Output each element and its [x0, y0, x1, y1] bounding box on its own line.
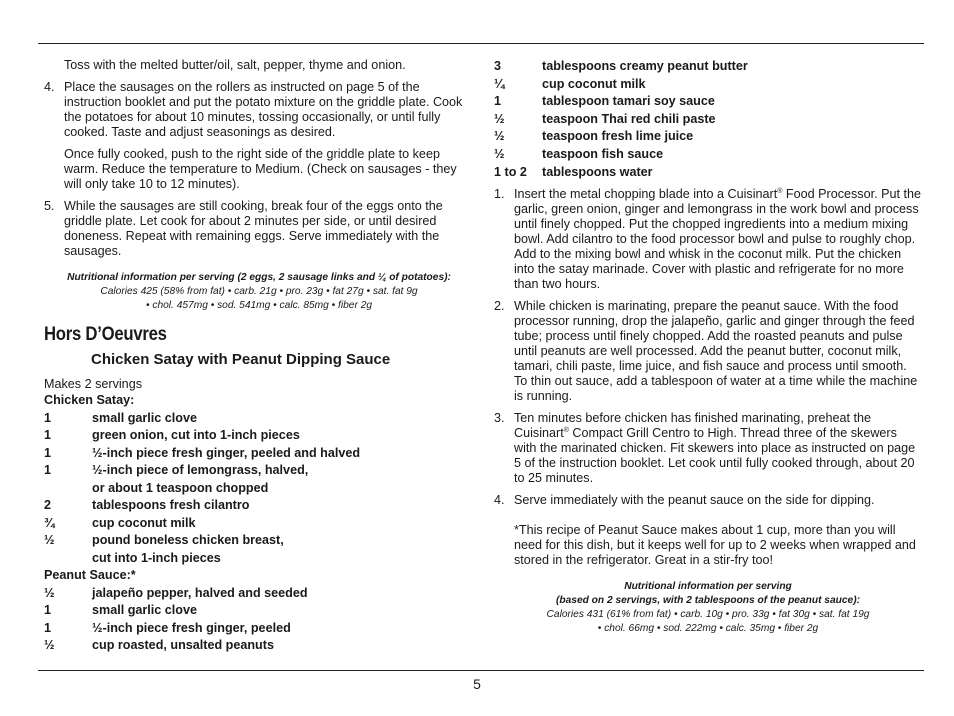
step-number: 4.	[44, 80, 55, 94]
top-rule	[38, 43, 924, 44]
step-number: 3.	[494, 411, 505, 426]
step-number: 5.	[44, 199, 55, 213]
step-number: 1.	[494, 187, 505, 202]
bottom-rule	[38, 670, 924, 671]
ingredient-description: tablespoon tamari soy sauce	[542, 94, 715, 109]
ingredient-description: small garlic clove	[92, 603, 198, 617]
ingredient-row	[494, 93, 922, 111]
registered-mark: ®	[777, 187, 783, 195]
step-text: Place the sausages on the rollers as instructed on page 5 of the instruction booklet and put the potato mixture on the griddle plate. Cook the potatoes for about 10 minutes, tossing occasionally, or until fully cooked. Taste and adjust seasonings as desired.	[64, 80, 463, 139]
ingredient-quantity: 2	[44, 498, 52, 512]
ingredient-quantity	[44, 550, 92, 568]
nutrition-line-2: • chol. 457mg • sod. 541mg • calc. 85mg • fiber 2g	[145, 300, 373, 311]
registered-mark: ®	[563, 426, 569, 434]
step-number: 4.	[494, 493, 505, 508]
ingredient-row	[44, 585, 474, 603]
step-text: While the sausages are still cooking, break four of the eggs onto the griddle plate. Let cook for about 2 minutes per side, or until desired doneness. Repeat with remaining eggs. Serve immediately with the sausages.	[64, 199, 443, 258]
ingredient-quantity: 1	[44, 463, 52, 477]
ingredient-quantity: ½	[44, 533, 55, 547]
servings-text: Makes 2 servings	[44, 377, 142, 391]
satay-ingredient-list	[44, 410, 474, 568]
ingredient-quantity: ¾	[44, 515, 55, 530]
ingredient-quantity: ½	[44, 638, 55, 652]
recipe-title: Chicken Satay with Peanut Dipping Sauce	[91, 351, 391, 368]
ingredient-description: cup coconut milk	[92, 515, 196, 530]
ingredient-description: teaspoon fresh lime juice	[542, 129, 694, 144]
ingredient-quantity: 1 to 2	[494, 164, 527, 179]
ingredient-quantity	[44, 480, 92, 498]
ingredient-row	[44, 427, 474, 445]
ingredient-row	[44, 410, 474, 428]
peanut-sauce-note: *This recipe of Peanut Sauce makes about 1 cup, more than you will need for this dish, but it keeps well for up to 2 weeks when wrapped and stored in the refrigerator. Great in a stir-fry too!	[514, 523, 916, 568]
step-text: Insert the metal chopping blade into a Cuisinart® Food Processor. Put the garlic, green onion, ginger and lemongrass in the work bowl and process until finely chopped. Put the chopped ingredients into a medium mixing bowl. Add cilantro to the food processor bowl and pulse to roughly chop. Add to the mixing bowl and whisk in the coconut milk. Put the chicken into the satay marinade. Cover with plastic and refrigerate for no more than two hours.	[514, 187, 922, 292]
ingredient-description: teaspoon fish sauce	[542, 146, 664, 161]
ingredient-row	[494, 76, 922, 94]
ingredient-quantity: 1	[44, 428, 52, 442]
ingredient-description: cup coconut milk	[542, 76, 646, 91]
ingredient-quantity: ½	[494, 111, 505, 126]
ingredient-description: tablespoons creamy peanut butter	[542, 59, 748, 73]
ingredient-row	[44, 637, 474, 655]
nutrition-heading-1: Nutritional information per serving	[624, 581, 792, 593]
step-4	[44, 80, 474, 192]
ingredient-description: ½-inch piece fresh ginger, peeled and halved	[92, 445, 361, 460]
ingredient-row	[44, 462, 474, 480]
ingredient-row	[44, 515, 474, 533]
ingredient-description: tablespoons water	[542, 164, 653, 179]
step-3	[494, 411, 922, 486]
ingredient-description: small garlic clove	[92, 410, 198, 425]
ingredient-description: tablespoons fresh cilantro	[92, 498, 250, 512]
ingredient-quantity: 1	[44, 620, 52, 635]
sauce-ingredient-list	[44, 585, 474, 655]
nutrition-heading-2: (based on 2 servings, with 2 tablespoons of the peanut sauce):	[556, 595, 860, 607]
ingredient-description: or about 1 teaspoon chopped	[92, 480, 269, 495]
step-text: Ten minutes before chicken has finished marinating, preheat the Cuisinart® Compact Grill Centro to High. Thread three of the skewers with the marinated chicken. Fit skewers into place as instructed on page 5 of the instruction booklet. Let cook until fully cooked through, about 20 to 25 minutes.	[514, 411, 916, 486]
step-4	[494, 493, 922, 508]
ingredient-row	[44, 480, 474, 498]
ingredient-row	[44, 602, 474, 620]
ingredient-quantity: ¼	[494, 76, 505, 91]
instruction-steps	[494, 187, 922, 508]
nutrition-line-1: Calories 431 (61% from fat) • carb. 10g • pro. 33g • fat 30g • sat. fat 19g	[546, 609, 870, 621]
sauce-heading: Peanut Sauce:*	[44, 568, 136, 582]
ingredient-quantity: 1	[44, 410, 52, 425]
ingredient-row	[494, 58, 922, 76]
ingredient-row	[494, 146, 922, 164]
ingredient-quantity: ½	[494, 129, 505, 144]
nutrition-line-1: Calories 425 (58% from fat) • carb. 21g • pro. 23g • fat 27g • sat. fat 9g	[100, 286, 418, 297]
ingredient-quantity: ½	[494, 146, 505, 161]
ingredient-description: cut into 1-inch pieces	[92, 550, 221, 565]
ingredient-description: jalapeño pepper, halved and seeded	[92, 585, 308, 600]
ingredient-description: green onion, cut into 1-inch pieces	[92, 428, 300, 442]
ingredient-description: ½-inch piece fresh ginger, peeled	[92, 620, 291, 635]
intro-paragraph: Toss with the melted butter/oil, salt, pepper, thyme and onion.	[64, 58, 406, 72]
right-column	[494, 58, 922, 636]
ingredient-quantity: 1	[44, 603, 52, 617]
sauce-ingredient-list-continued	[494, 58, 922, 181]
step-2	[494, 299, 922, 404]
step-subparagraph: Once fully cooked, push to the right side of the griddle plate to keep warm. Reduce the temperature to Medium. (Check on sausages - they will only take 10 to 12 minutes).	[64, 147, 457, 191]
nutrition-line-2: • chol. 66mg • sod. 222mg • calc. 35mg • fiber 2g	[597, 623, 819, 635]
satay-heading: Chicken Satay:	[44, 393, 135, 407]
step-number: 2.	[494, 299, 505, 314]
ingredient-row	[494, 111, 922, 129]
ingredient-description: teaspoon Thai red chili paste	[542, 111, 716, 126]
nutrition-heading: Nutritional information per serving (2 eggs, 2 sausage links and ¼ of potatoes):	[67, 272, 451, 283]
ingredient-row	[494, 164, 922, 182]
ingredient-row	[44, 497, 474, 515]
ingredient-quantity: 1	[44, 445, 52, 460]
page-number: 5	[473, 676, 481, 692]
left-column	[44, 58, 474, 655]
ingredient-quantity: ½	[44, 585, 55, 600]
step-text: Serve immediately with the peanut sauce on the side for dipping.	[514, 493, 875, 508]
step-5	[44, 199, 474, 259]
ingredient-description: ½-inch piece of lemongrass, halved,	[92, 463, 309, 477]
ingredient-row	[44, 532, 474, 550]
ingredient-row	[44, 620, 474, 638]
step-text: While chicken is marinating, prepare the peanut sauce. With the food processor running, drop the jalapeño, garlic and ginger through the feed tube; process until finely chopped. Add the roasted peanuts and pulse until peanuts are well processed. Add the peanut butter, coconut milk, tamari, chili paste, lime juice, and fish sauce and process until smooth. To thin out sauce, add a tablespoon of water at a time while the machine is running.	[514, 299, 918, 404]
ingredient-row	[44, 550, 474, 568]
section-title: Hors D’Oeuvres	[44, 324, 167, 345]
ingredient-row	[494, 128, 922, 146]
ingredient-quantity: 1	[494, 94, 502, 109]
ingredient-description: cup roasted, unsalted peanuts	[92, 638, 274, 652]
step-1	[494, 187, 922, 292]
ingredient-row	[44, 445, 474, 463]
ingredient-description: pound boneless chicken breast,	[92, 533, 284, 547]
ingredient-quantity: 3	[494, 59, 502, 73]
